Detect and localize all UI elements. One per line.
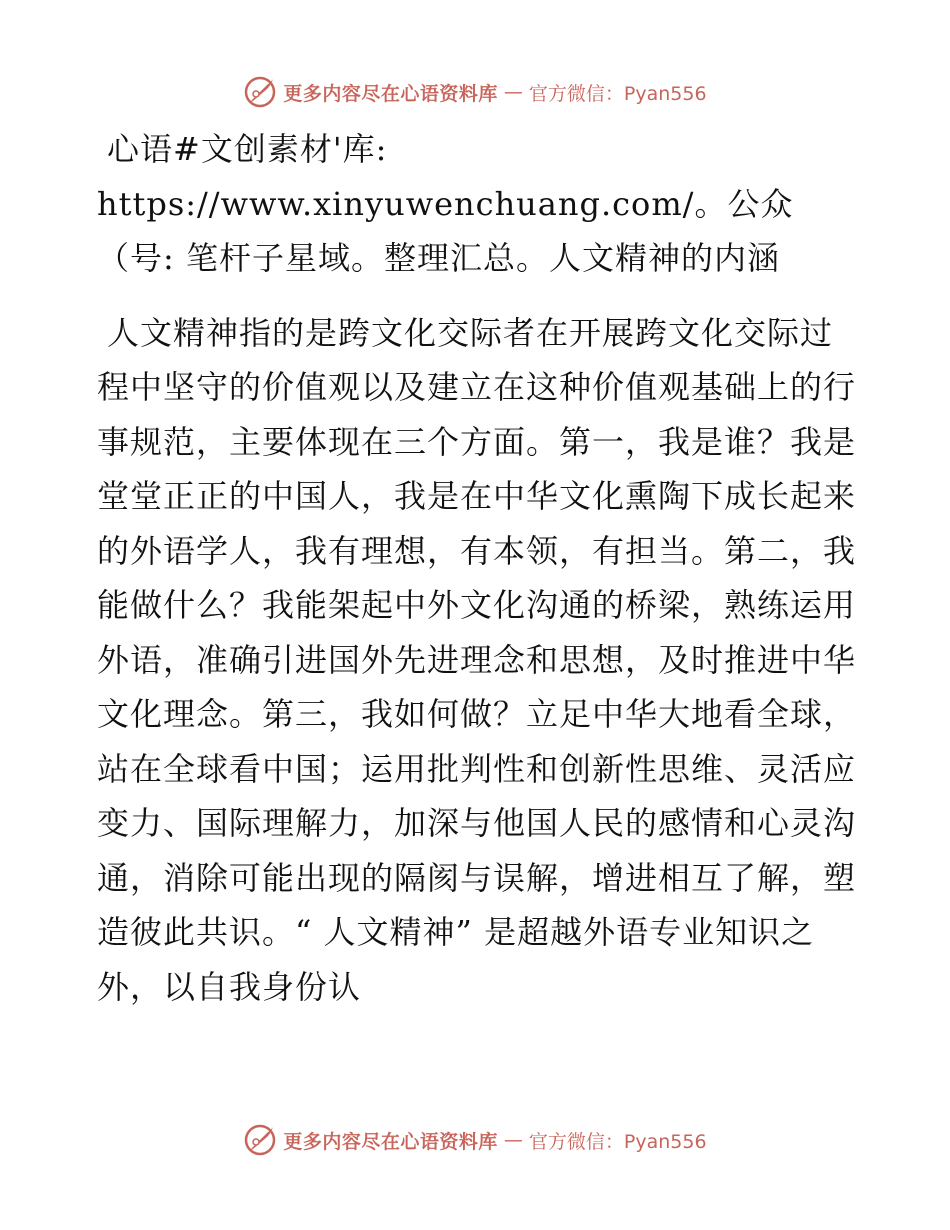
footer-wechat-text: 官方微信：Pyan556 [528,1130,707,1153]
header-watermark-banner [0,70,950,114]
footer-separator: — [503,1129,523,1151]
main-paragraph [97,306,857,1015]
intro-text: 心语#文创素材'库: https://www.xinyuwenchuang.com/。公众（号: 笔杆子星域。整理汇总。人文精神的内涵 [97,130,794,277]
quill-logo-icon [243,75,277,109]
header-separator: — [503,81,523,103]
footer-watermark-banner [0,1118,950,1162]
intro-paragraph [97,122,857,286]
header-wechat-text: 官方微信：Pyan556 [528,82,707,105]
quill-logo-icon [243,1123,277,1157]
document-body [97,122,857,1014]
header-promo-text: 更多内容尽在心语资料库 [283,82,498,105]
footer-promo-text: 更多内容尽在心语资料库 [283,1130,498,1153]
main-text: 人文精神指的是跨文化交际者在开展跨文化交际过程中坚守的价值观以及建立在这种价值观基础上的行事规范，主要体现在三个方面。第一，我是谁？我是堂堂正正的中国人，我是在中华文化熏陶下成长起来的外语学人，我有理想，有本领，有担当。第二，我能做什么？我能架起中外文化沟通的桥梁，熟练运用外语，准确引进国外先进理念和思想，及时推进中华文化理念。第三，我如何做？立足中华大地看全球，站在全球看中国；运用批判性和创新性思维、灵活应变力、国际理解力，加深与他国人民的感情和心灵沟通，消除可能出现的隔阂与误解，增进相互了解，塑造彼此共识。“ 人文精神” 是超越外语专业知识之外，以自我身份认 [97,313,857,1006]
